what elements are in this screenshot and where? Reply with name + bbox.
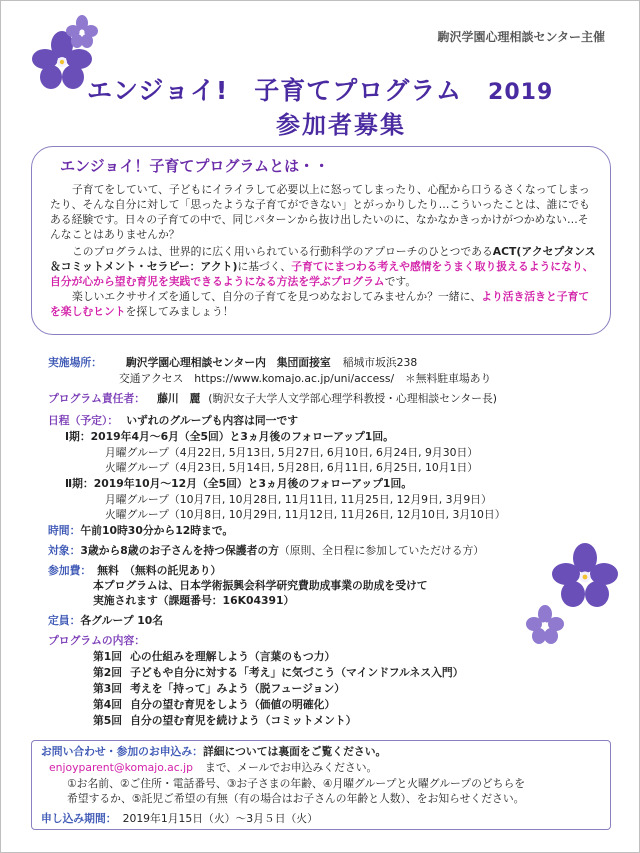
intro-highlight-1: 子育てにまつわる考えや感情をうまく取り扱えるようになり、自分が心から望む育児を実践できるようになる方法を学ぶプログラム — [50, 260, 594, 288]
fee-value: 無料 （無料の託児あり） — [97, 564, 222, 577]
intro-p3-text-c: を探してみましょう！ — [125, 305, 234, 318]
act-name: ACT(アクセプタンス＆コミットメント・セラピー：アクト) — [50, 245, 596, 273]
intro-paragraph-2 — [50, 244, 598, 319]
fee-label: 参加費： — [48, 564, 92, 577]
title-line1: エンジョイ! 子育てプログラム — [87, 76, 463, 105]
contents-label: プログラムの内容： — [48, 634, 146, 647]
contact-email-after: まで、メールでお申込みください。 — [204, 761, 378, 774]
time-row — [48, 523, 233, 538]
session-no: 第1回 — [93, 650, 123, 663]
violet-flower-icon-bottom-small — [525, 605, 565, 645]
time-value: 午前10時30分から12時まで。 — [80, 524, 234, 537]
host-organization: 駒沢学園心理相談センター主催 — [437, 30, 605, 44]
schedule-row — [48, 413, 298, 428]
session-no: 第3回 — [93, 682, 123, 695]
time-label: 時間： — [48, 524, 81, 537]
leader-affiliation: (駒沢女子大学人文学部心理学科教授・心理相談センター長) — [208, 392, 497, 405]
session-text: 考えを「持って」みよう（脱フュージョン） — [130, 682, 346, 695]
period-value: 2019年1月15日（火）～3月５日（火） — [122, 812, 318, 825]
venue-address: 稲城市坂浜238 — [342, 356, 418, 369]
intro-p1-text: 子育てをしていて、子どもにイライラして必要以上に怒ってしまったり、心配から口うるさくなってしまったり、そんな自分に対して「思ったような子育てができない」とがっかりしたり…こういったことは、誰にでもある経験です。日々の子育ての中で、同じパターンから抜け出したいのに、なかなかきっかけがつかめない…そんなことはありませんか？ — [50, 183, 590, 241]
intro-highlight-2: より活き活きと子育てを楽しむヒント — [50, 290, 590, 318]
session-text: 自分の望む育児を続けよう（コミットメント） — [130, 714, 357, 727]
venue-label: 実施場所： — [48, 356, 102, 369]
target-note: （原則、全日程に参加していただける方） — [278, 544, 485, 557]
term2-summary: Ⅱ期：2019年10月～12月（全5回）と3ヵ月後のフォローアップ1回。 — [65, 477, 413, 490]
schedule-label: 日程（予定）： — [48, 414, 119, 427]
fee-grant-line2: 実施されます（課題番号：16K04391） — [93, 594, 295, 607]
intro-p2-text-c: に基づく、 — [237, 260, 292, 273]
term1-monday: 月曜グループ（4月22日, 5月13日, 5月27日, 6月10日, 6月24日, 9月30日） — [105, 446, 479, 459]
page-subtitle: 参加者募集 — [276, 111, 406, 139]
intro-heading: エンジョイ！子育てプログラムとは・・ — [60, 157, 330, 175]
session-item — [93, 713, 357, 728]
leader-label: プログラム責任者： — [48, 392, 146, 405]
capacity-row — [48, 613, 163, 628]
page-title — [87, 71, 553, 107]
contact-detail: 詳細については裏面をご覧ください。 — [202, 745, 387, 758]
violet-flower-icon-bottom — [549, 541, 621, 613]
leader-name: 藤川 麗 — [157, 392, 201, 405]
fee-row — [48, 563, 221, 578]
contact-email-row — [49, 760, 377, 775]
session-text: 子どもや自分に対する「考え」に気づこう（マインドフルネス入門） — [130, 666, 464, 679]
contact-row — [41, 744, 386, 759]
intro-p2-text-e: です。 — [384, 275, 417, 288]
violet-flower-icon-small — [65, 15, 99, 49]
leader-row — [48, 391, 497, 406]
term2-tuesday: 火曜グループ（10月8日, 10月29日, 11月12日, 11月26日, 12月10日, 3月10日） — [105, 508, 506, 521]
target-label: 対象： — [48, 544, 81, 557]
contact-label: お問い合わせ・参加のお申込み： — [41, 745, 203, 758]
period-label: 申し込み期間： — [41, 812, 117, 825]
capacity-value: 各グループ 10名 — [80, 614, 164, 627]
intro-paragraph-1 — [50, 182, 598, 242]
intro-p3-text-a: 楽しいエクササイズを通して、自分の子育てを見つめなおしてみませんか？一緒に、 — [72, 290, 482, 303]
capacity-label: 定員： — [48, 614, 81, 627]
intro-box — [31, 146, 611, 335]
contact-email-link[interactable]: enjoyparent@komajo.ac.jp — [49, 761, 193, 774]
venue-row — [48, 355, 417, 370]
target-row — [48, 543, 484, 558]
session-no: 第2回 — [93, 666, 123, 679]
session-text: 心の仕組みを理解しよう（言葉のもつ力） — [130, 650, 336, 663]
fee-grant-line1: 本プログラムは、日本学術振興会科学研究費助成事業の助成を受けて — [93, 579, 428, 592]
target-value: 3歳から8歳のお子さんを持つ保護者の方 — [80, 544, 279, 557]
session-text: 自分の望む育児をしよう（価値の明確化） — [130, 698, 336, 711]
contact-instructions-1: ①お名前、②ご住所・電話番号、③お子さまの年齢、④月曜グループと火曜グループのどちらを — [67, 777, 526, 790]
contact-instructions-2: 希望するか、⑤託児ご希望の有無（有の場合はお子さんの年齢と人数）、をお知らせください。 — [67, 792, 525, 805]
term2-monday: 月曜グループ（10月7日, 10月28日, 11月11日, 11月25日, 12月9日, 3月9日） — [105, 493, 492, 506]
session-no: 第4回 — [93, 698, 123, 711]
session-item — [93, 697, 335, 712]
session-item — [93, 649, 335, 664]
intro-p2-text-a: このプログラムは、世界的に広く用いられている行動科学のアプローチのひとつである — [72, 245, 493, 258]
term1-summary: Ⅰ期：2019年4月～6月（全5回）と3ヵ月後のフォローアップ1回。 — [65, 430, 394, 443]
period-row — [41, 811, 318, 826]
title-year: 2019 — [488, 80, 554, 105]
contents-row — [48, 633, 145, 648]
session-item — [93, 681, 345, 696]
schedule-note: いずれのグループも内容は同一です — [126, 414, 299, 427]
term1-tuesday: 火曜グループ（4月23日, 5月14日, 5月28日, 6月11日, 6月25日, 10月1日） — [105, 461, 479, 474]
venue-name: 駒沢学園心理相談センター内 集団面接室 — [125, 356, 331, 369]
venue-access: 交通アクセス https://www.komajo.ac.jp/uni/access/ ＊無料駐車場あり — [119, 372, 492, 385]
session-item — [93, 665, 464, 680]
session-no: 第5回 — [93, 714, 123, 727]
